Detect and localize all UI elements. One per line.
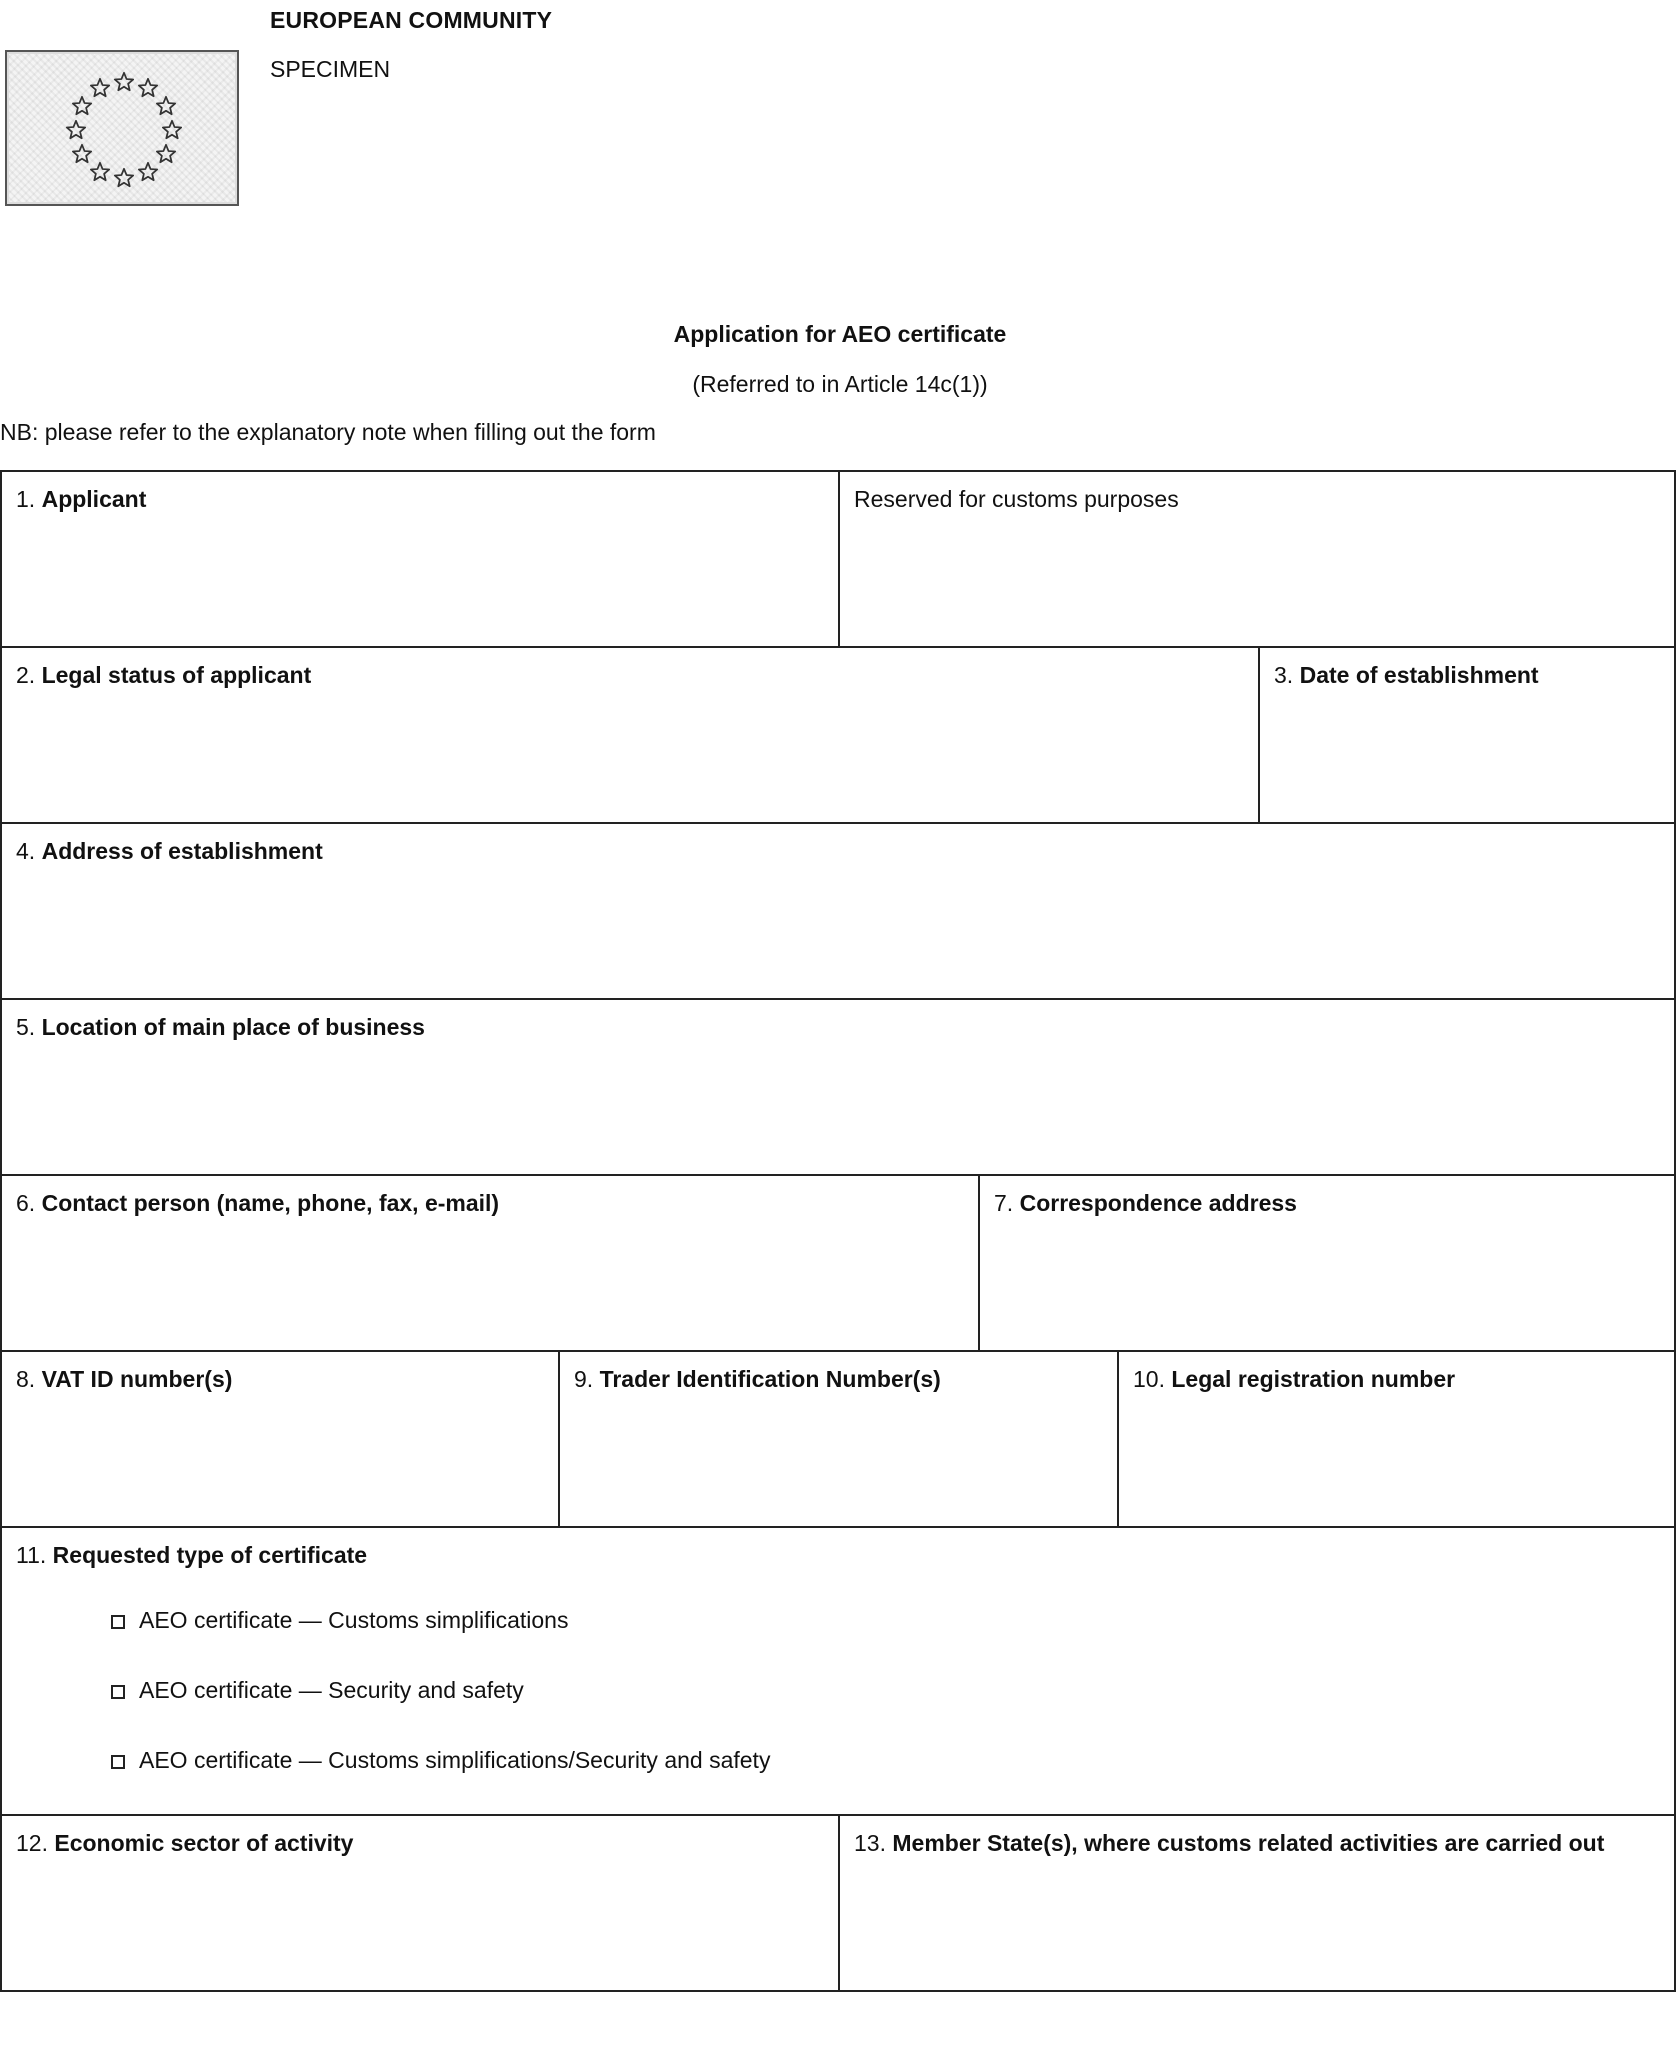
certificate-option-security-safety[interactable] xyxy=(111,1676,524,1704)
field-number: 7. xyxy=(994,1190,1014,1216)
field-label xyxy=(16,1013,425,1041)
field-title: Address of establishment xyxy=(41,838,323,864)
star-icon xyxy=(161,119,183,141)
field-number: 6. xyxy=(16,1190,36,1216)
field-number: 11. xyxy=(16,1542,47,1568)
field-label xyxy=(16,1829,353,1857)
field-title: Date of establishment xyxy=(1299,662,1539,688)
field-label xyxy=(16,837,323,865)
field-title: Economic sector of activity xyxy=(54,1830,354,1856)
checkbox-icon[interactable] xyxy=(111,1755,125,1769)
star-icon xyxy=(113,71,135,93)
field-label xyxy=(1274,661,1539,689)
field-title: Member State(s), where customs related activities are carried out xyxy=(892,1830,1605,1856)
star-icon xyxy=(71,143,93,165)
field-address-establishment[interactable] xyxy=(0,822,1676,1000)
field-title: Requested type of certificate xyxy=(52,1542,368,1568)
document-community-title: EUROPEAN COMMUNITY xyxy=(270,7,553,33)
reserved-for-customs xyxy=(838,470,1676,648)
field-label xyxy=(16,485,146,513)
star-icon xyxy=(155,95,177,117)
field-trader-id[interactable] xyxy=(558,1350,1119,1528)
field-label xyxy=(16,1365,232,1393)
field-number: 10. xyxy=(1133,1366,1165,1392)
field-economic-sector[interactable] xyxy=(0,1814,840,1992)
field-legal-status[interactable] xyxy=(0,646,1260,824)
field-title: Legal status of applicant xyxy=(41,662,312,688)
field-applicant[interactable] xyxy=(0,470,840,648)
field-title: Reserved for customs purposes xyxy=(854,486,1179,512)
reserved-label xyxy=(854,485,1179,513)
star-icon xyxy=(89,77,111,99)
field-number: 5. xyxy=(16,1014,36,1040)
field-number: 9. xyxy=(574,1366,594,1392)
star-icon xyxy=(65,119,87,141)
option-label: AEO certificate — Customs simplifications/Security and safety xyxy=(139,1747,771,1773)
field-number: 12. xyxy=(16,1830,48,1856)
field-correspondence-address[interactable] xyxy=(978,1174,1676,1352)
option-label: AEO certificate — Customs simplifications xyxy=(139,1607,569,1633)
field-number: 1. xyxy=(16,486,36,512)
option-label: AEO certificate — Security and safety xyxy=(139,1677,524,1703)
form-title: Application for AEO certificate xyxy=(673,321,1007,347)
specimen-label: SPECIMEN xyxy=(270,56,391,82)
field-title: Contact person (name, phone, fax, e-mail) xyxy=(41,1190,500,1216)
field-label xyxy=(16,1189,499,1217)
form-subtitle: (Referred to in Article 14c(1)) xyxy=(692,371,988,397)
star-icon xyxy=(137,161,159,183)
star-icon xyxy=(113,167,135,189)
eu-flag-icon xyxy=(5,50,239,206)
field-title: VAT ID number(s) xyxy=(41,1366,233,1392)
field-number: 3. xyxy=(1274,662,1294,688)
field-title: Trader Identification Number(s) xyxy=(599,1366,941,1392)
field-title: Legal registration number xyxy=(1171,1366,1456,1392)
checkbox-icon[interactable] xyxy=(111,1615,125,1629)
field-legal-registration[interactable] xyxy=(1117,1350,1676,1528)
field-number: 13. xyxy=(854,1830,886,1856)
certificate-option-customs-simplifications[interactable] xyxy=(111,1606,568,1634)
field-contact-person[interactable] xyxy=(0,1174,980,1352)
field-label xyxy=(1133,1365,1455,1393)
field-number: 4. xyxy=(16,838,36,864)
field-title: Applicant xyxy=(41,486,147,512)
field-title: Location of main place of business xyxy=(41,1014,425,1040)
field-label xyxy=(16,1541,367,1569)
field-date-establishment[interactable] xyxy=(1258,646,1676,824)
field-member-states[interactable] xyxy=(838,1814,1676,1992)
field-label xyxy=(854,1829,1660,1857)
field-number: 2. xyxy=(16,662,36,688)
field-certificate-type xyxy=(0,1526,1676,1816)
checkbox-icon[interactable] xyxy=(111,1685,125,1699)
field-main-place-business[interactable] xyxy=(0,998,1676,1176)
form-note: NB: please refer to the explanatory note when filling out the form xyxy=(0,419,656,445)
field-label xyxy=(16,661,311,689)
field-label xyxy=(574,1365,941,1393)
field-number: 8. xyxy=(16,1366,36,1392)
certificate-option-combined[interactable] xyxy=(111,1746,770,1774)
field-vat-id[interactable] xyxy=(0,1350,560,1528)
field-title: Correspondence address xyxy=(1019,1190,1297,1216)
field-label xyxy=(994,1189,1297,1217)
